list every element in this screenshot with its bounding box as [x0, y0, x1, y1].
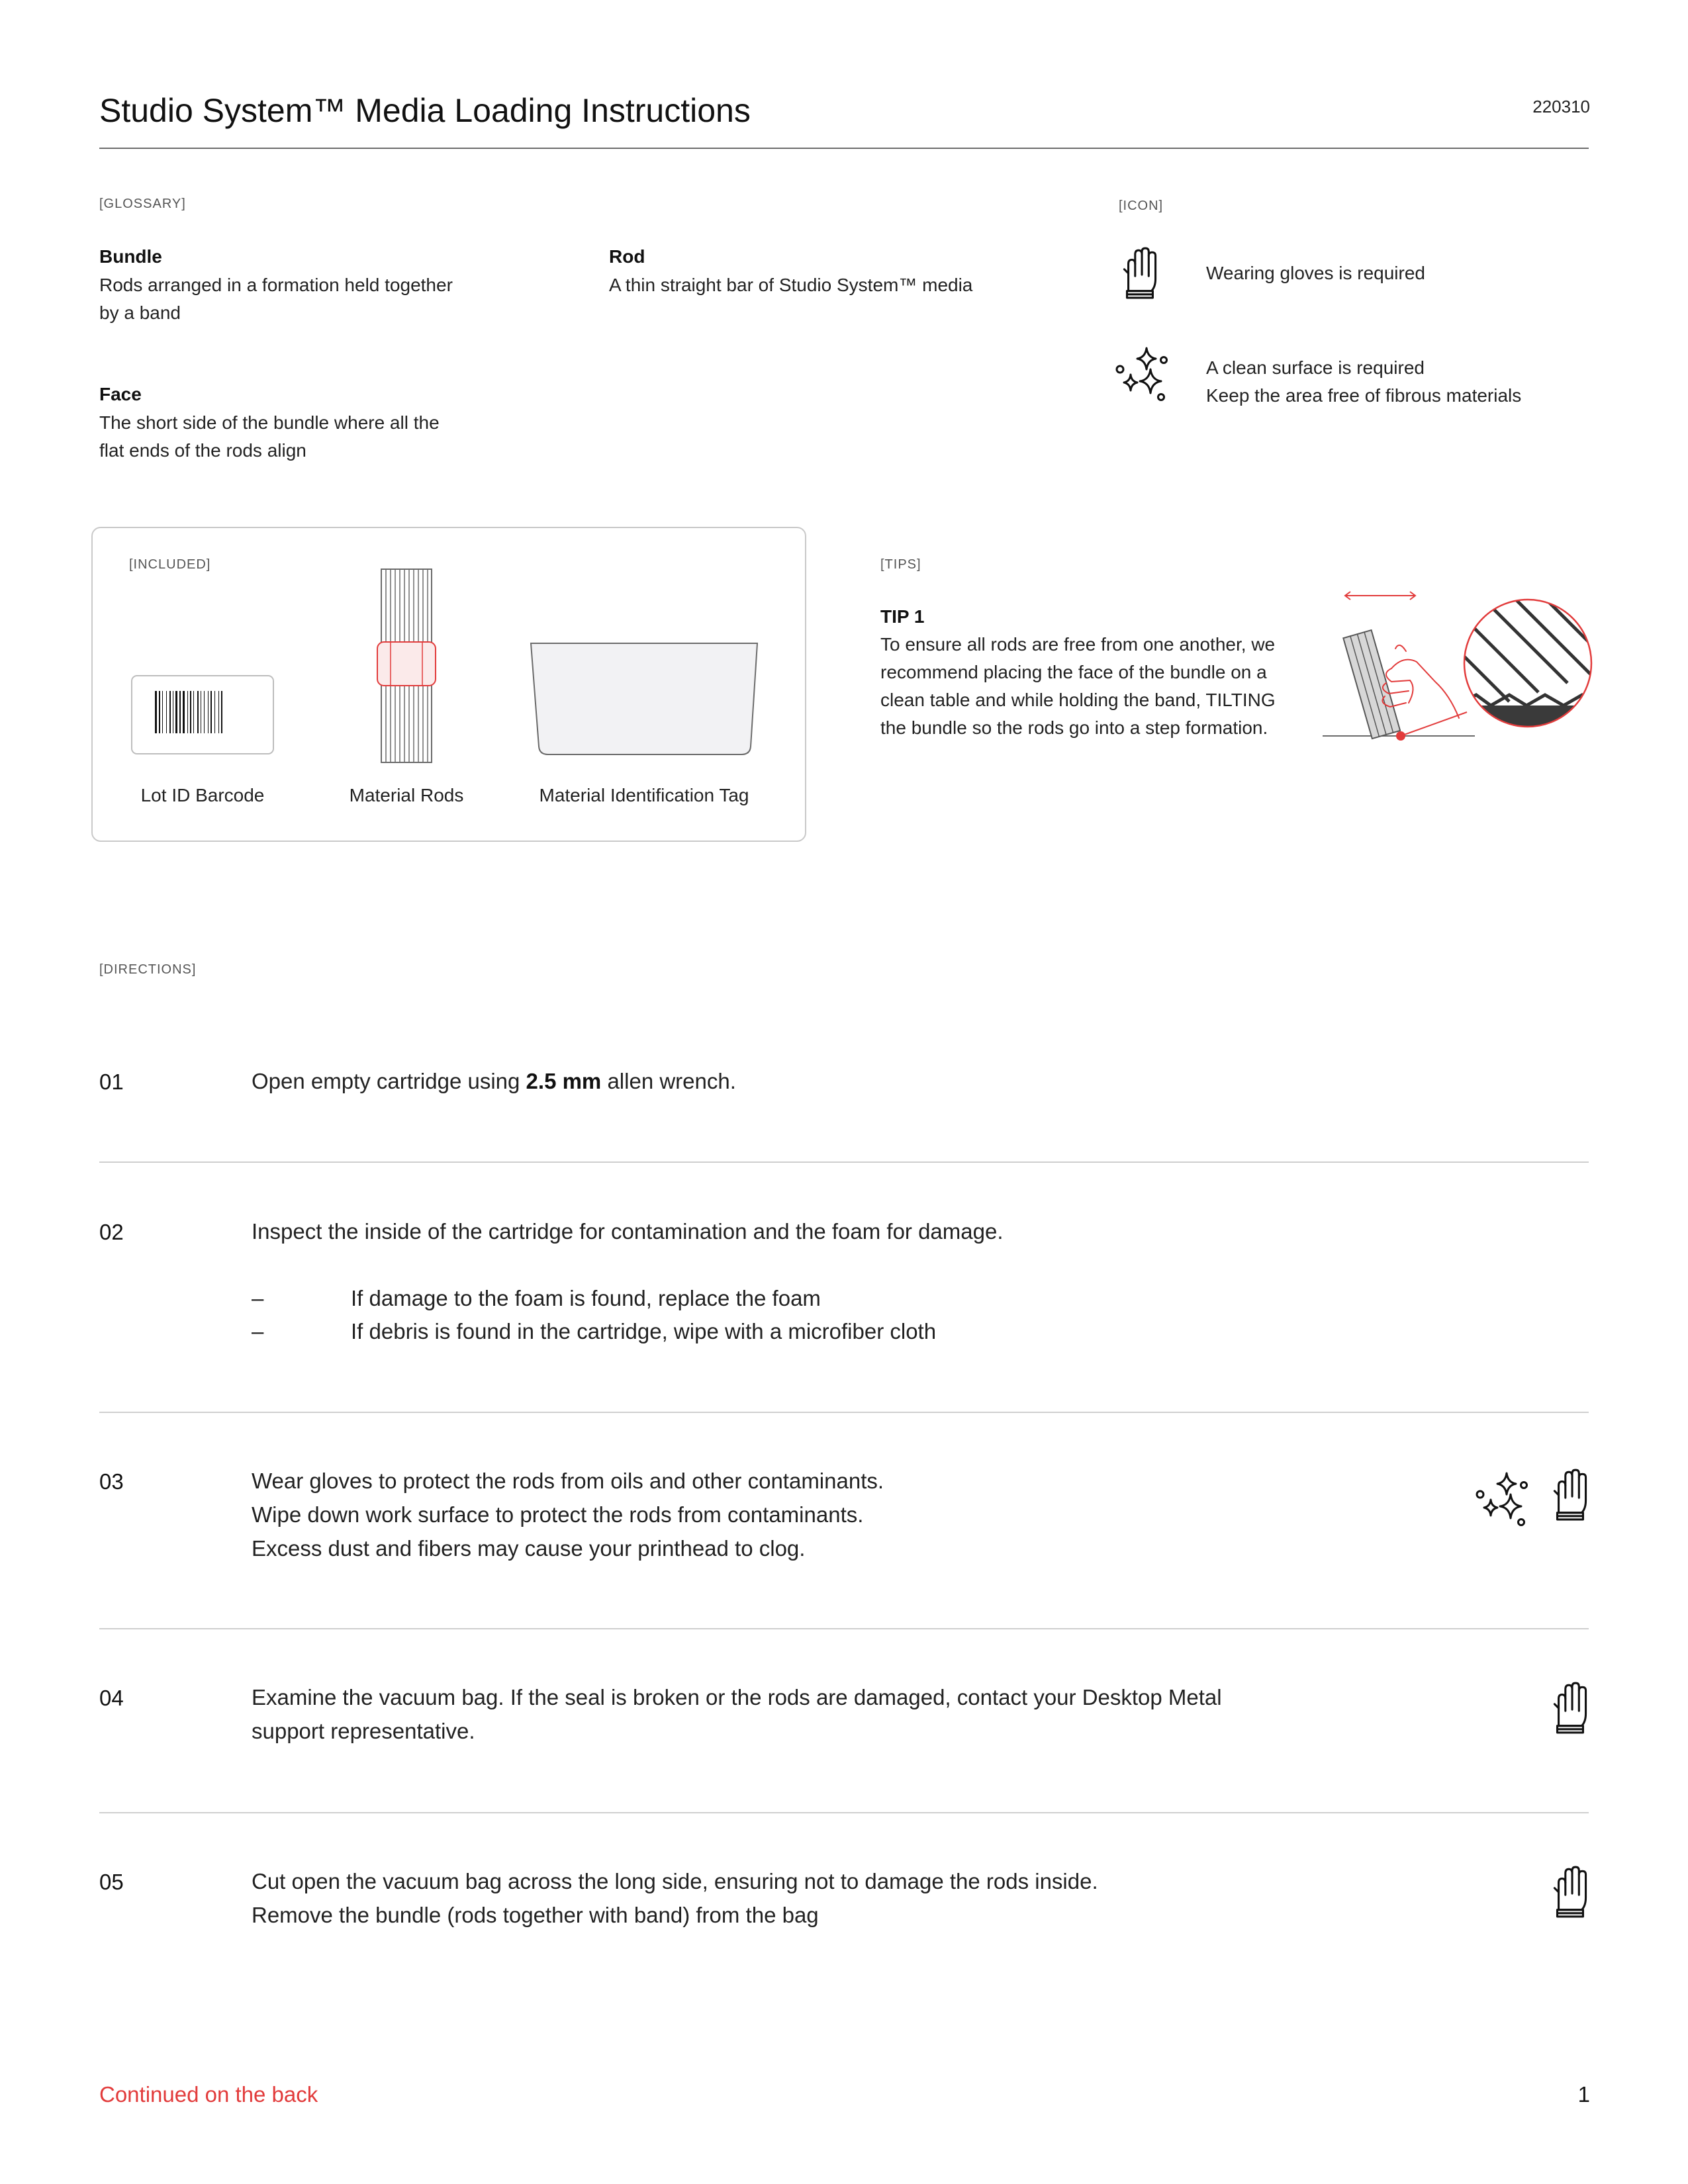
step-line: Examine the vacuum bag. If the seal is broken or the rods are damaged, contact your Desktop Metal [252, 1685, 1222, 1709]
bullet-item: If damage to the foam is found, replace the foam [351, 1286, 821, 1310]
icon-section-label: [ICON] [1119, 199, 1164, 213]
glove-icon [1550, 1468, 1591, 1522]
tip-line: To ensure all rods are free from one another, we [880, 634, 1276, 655]
page-number: 1 [1577, 2082, 1590, 2107]
glossary-term-rod [609, 246, 1072, 299]
included-label-rods: Material Rods [349, 785, 464, 805]
glossary-term-title: Rod [609, 246, 645, 267]
sparkle-clean-icon [1113, 345, 1169, 401]
step-highlight: 2.5 mm [526, 1069, 602, 1093]
icon-legend-glove-text [1206, 259, 1425, 287]
glove-icon [1550, 1865, 1591, 1919]
glossary-term-definition [609, 271, 1072, 299]
glossary-section-label: [GLOSSARY] [99, 197, 186, 211]
directions-section-label: [DIRECTIONS] [99, 962, 197, 977]
step-line: Remove the bundle (rods together with band) from the bag [252, 1903, 819, 1927]
step-number: 04 [99, 1686, 124, 1710]
step-line: Inspect the inside of the cartridge for contamination and the foam for damage. [252, 1219, 1004, 1244]
bullet-item: If debris is found in the cartridge, wipe with a microfiber cloth [351, 1319, 937, 1343]
tip-line: recommend placing the face of the bundle on a [880, 662, 1267, 682]
step-04-text [252, 1680, 1222, 1748]
step-line: support representative. [252, 1719, 475, 1743]
barcode-icon [131, 675, 274, 754]
step-text-part: Open empty cartridge using [252, 1069, 526, 1093]
step-divider [99, 1161, 1589, 1163]
icon-legend-line: A clean surface is required [1206, 357, 1425, 378]
icon-legend-line: Wearing gloves is required [1206, 263, 1425, 283]
rod-bundle-icon [376, 568, 437, 764]
icon-legend-clean-text [1206, 354, 1521, 410]
step-line: Excess dust and fibers may cause your printhead to clog. [252, 1536, 806, 1561]
tip-line: clean table and while holding the band, TILTING [880, 690, 1276, 710]
definition-line: A thin straight bar of Studio System™ media [609, 275, 973, 295]
step-line: Wipe down work surface to protect the rods from contaminants. [252, 1502, 864, 1527]
included-label-barcode: Lot ID Barcode [140, 785, 265, 805]
definition-line: flat ends of the rods align [99, 440, 306, 461]
continued-on-back-text: Continued on the back [99, 2082, 318, 2107]
step-01-text [252, 1064, 736, 1098]
step-divider [99, 1812, 1589, 1813]
step-line: Wear gloves to protect the rods from oils and other contaminants. [252, 1469, 884, 1493]
definition-line: The short side of the bundle where all the [99, 412, 440, 433]
bullet-marker: – [252, 1286, 264, 1310]
glossary-term-title: Bundle [99, 246, 162, 267]
glossary-term-definition [99, 271, 563, 327]
step-number: 01 [99, 1069, 124, 1094]
step-02-text [252, 1214, 1004, 1248]
page-title: Studio System™ Media Loading Instructions [99, 92, 751, 129]
step-number: 05 [99, 1870, 124, 1894]
header-divider [99, 148, 1589, 149]
tilt-illustration [1317, 582, 1595, 741]
definition-line: by a band [99, 302, 181, 323]
glove-icon [1550, 1681, 1591, 1735]
glossary-term-bundle [99, 246, 563, 327]
step-text-part: allen wrench. [601, 1069, 736, 1093]
step-line: Cut open the vacuum bag across the long side, ensuring not to damage the rods inside. [252, 1869, 1098, 1893]
step-number: 03 [99, 1469, 124, 1494]
step-03-text [252, 1464, 884, 1565]
tag-icon [530, 641, 759, 758]
sparkle-clean-icon [1474, 1471, 1529, 1526]
included-label-tag: Material Identification Tag [539, 785, 749, 805]
step-05-text [252, 1864, 1098, 1932]
step-divider [99, 1412, 1589, 1413]
definition-line: Rods arranged in a formation held together [99, 275, 453, 295]
glossary-term-title: Face [99, 384, 142, 404]
icon-legend-line: Keep the area free of fibrous materials [1206, 385, 1522, 406]
document-number: 220310 [1532, 97, 1590, 116]
glossary-term-face [99, 384, 563, 465]
bullet-marker: – [252, 1319, 264, 1343]
glove-icon [1120, 246, 1161, 300]
glossary-term-definition [99, 409, 563, 465]
tip-line: the bundle so the rods go into a step formation. [880, 717, 1268, 738]
included-section-label: [INCLUDED] [129, 557, 211, 572]
tip-title: TIP 1 [880, 606, 925, 627]
tips-section-label: [TIPS] [880, 557, 921, 572]
step-number: 02 [99, 1220, 124, 1244]
step-divider [99, 1628, 1589, 1629]
tip-text [880, 631, 1304, 742]
